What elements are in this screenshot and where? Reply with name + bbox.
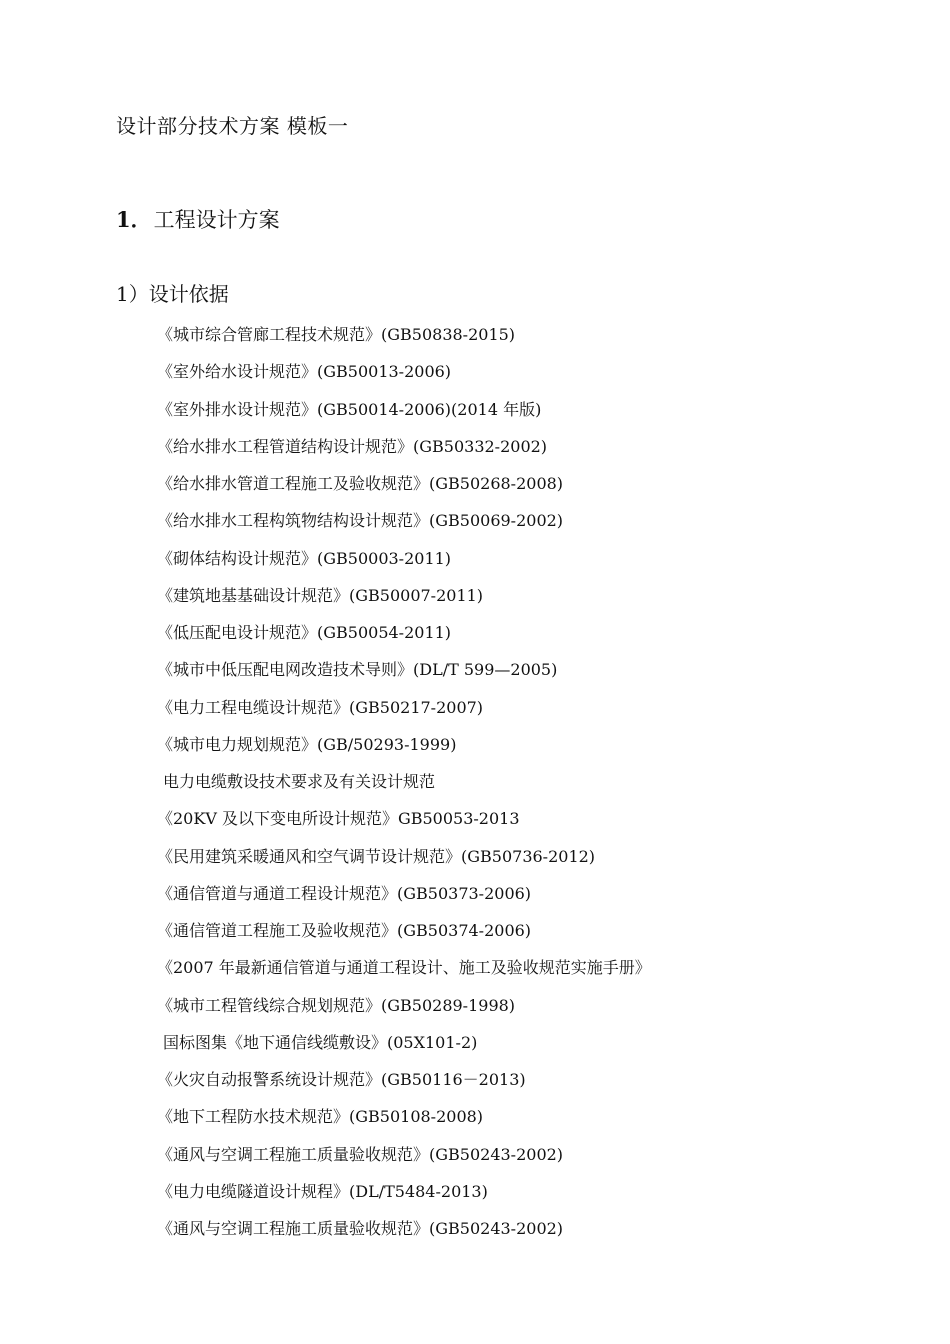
reference-item: 《建筑地基基础设计规范》(GB50007-2011)	[157, 585, 484, 605]
reference-item: 《电力电缆隧道设计规程》(DL/T5484-2013)	[157, 1181, 488, 1201]
reference-item: 《电力工程电缆设计规范》(GB50217-2007)	[157, 697, 484, 717]
reference-item: 《城市工程管线综合规划规范》(GB50289-1998)	[157, 995, 516, 1015]
reference-item: 《地下工程防水技术规范》(GB50108-2008)	[157, 1107, 484, 1127]
reference-item: 《给水排水管道工程施工及验收规范》(GB50268-2008)	[157, 474, 564, 493]
reference-item: 《城市电力规划规范》(GB/50293-1999)	[157, 734, 457, 754]
reference-item: 《城市综合管廊工程技术规范》(GB50838-2015)	[157, 325, 516, 344]
reference-item: 《民用建筑采暖通风和空气调节设计规范》(GB50736-2012)	[157, 846, 596, 866]
reference-item: 《20KV 及以下变电所设计规范》GB50053-2013	[157, 809, 520, 829]
reference-item: 《城市中低压配电网改造技术导则》(DL/T 599—2005)	[157, 660, 558, 680]
reference-item: 《给水排水工程管道结构设计规范》(GB50332-2002)	[157, 436, 548, 456]
section-number: 1．	[116, 207, 152, 232]
section-title: 工程设计方案	[153, 208, 280, 232]
document-title: 设计部分技术方案 模板一	[116, 114, 349, 138]
reference-item: 《2007 年最新通信管道与通道工程设计、施工及验收规范实施手册》	[157, 958, 651, 978]
reference-item: 《通风与空调工程施工质量验收规范》(GB50243-2002)	[157, 1219, 564, 1238]
reference-item: 电力电缆敷设技术要求及有关设计规范	[163, 772, 436, 791]
reference-item: 《给水排水工程构筑物结构设计规范》(GB50069-2002)	[157, 511, 564, 531]
reference-item: 《低压配电设计规范》(GB50054-2011)	[157, 623, 452, 642]
reference-item: 《通风与空调工程施工质量验收规范》(GB50243-2002)	[157, 1144, 564, 1164]
reference-item: 《室外给水设计规范》(GB50013-2006)	[157, 362, 452, 382]
reference-item: 《砌体结构设计规范》(GB50003-2011)	[157, 548, 452, 568]
reference-item: 《火灾自动报警系统设计规范》(GB50116－2013)	[157, 1070, 526, 1089]
reference-item: 《通信管道与通道工程设计规范》(GB50373-2006)	[157, 883, 532, 903]
subsection-heading: 1）设计依据	[116, 282, 229, 306]
reference-list	[157, 322, 651, 1253]
reference-item: 《室外排水设计规范》(GB50014-2006)(2014 年版)	[157, 399, 542, 419]
section-heading	[116, 204, 280, 234]
reference-item: 国标图集《地下通信线缆敷设》(05X101-2)	[163, 1032, 478, 1052]
reference-item: 《通信管道工程施工及验收规范》(GB50374-2006)	[157, 921, 532, 940]
